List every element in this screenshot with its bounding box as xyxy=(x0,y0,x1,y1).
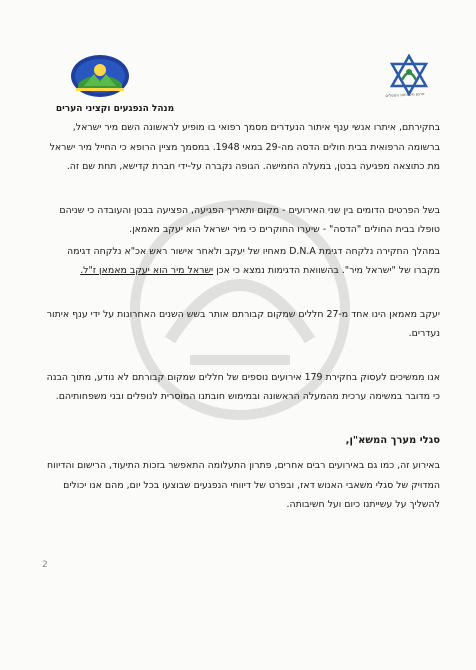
paragraph-dna xyxy=(40,242,440,281)
paragraph-discovery: בחקירתם, איתרו אנשי ענף איתור הנעדרים מסמך רפואי בו מופיע לראשונה השם מיר ישראל, ברשומה הרפואית בבית חולים הדסה מה-29 במאי 1948. במסמך מציין הרופא כי החייל מיר ישראל מת כתוצאה מפגיעה בבטן, במעלה החמישה. הגופה נקברה על-ידי חברת קדישא, תחת שם זה. xyxy=(49,122,440,172)
paragraph-closing: באירוע זה, כמו גם באירועים רבים אחרים, פתרון התעלומה התאפשר בזכות התיעוד, הרישום והדיווח המדויק של סגלי משאבי האנוש דאז, ובפרט של דיווחי הנפגעים שבוצעו בכל יום, מהם אנו יכולים להשליך על עשייתנו כיום ועל חשיבותה. xyxy=(47,460,440,510)
paragraph-ongoing: אנו ממשיכים לעסוק בחקירת 179 אירועים נוספים של חללים שמקום קבורתם לא נודע, מתוך הבנה כי מדובר במשימה ערכית מהמעלה הראשונה ובמימוש חובתנו המוסרית לנופלים ובני משפחותיהם. xyxy=(46,371,440,402)
paragraph-statistic: יעקב מאמאן הינו אחד מ-27 חללים שמקום קבורתם אותר בשש השנים האחרונות על ידי ענף איתור נעדרים. xyxy=(46,308,440,339)
page-number: 2 xyxy=(42,560,48,570)
paragraph-hypothesis: בשל הפרטים הדומים בין שני האירועים - מקום ותאריך הפגיעה, הפציעה בבטן והעובדה כי שניהם טופלו בבית החולים "הדסה" - שיערו החוקרים כי מיר ישראל הוא יעקב מאמאן. xyxy=(59,204,440,235)
identification-conclusion: ישראל מיר הוא יעקב מאמאן ז"ל. xyxy=(80,265,214,276)
dna-text: במהלך החקירה נלקחה דגימת D.N.A מאחיו של יעקב ולאחר אישור ראש אכ"א נלקחה דגימה מקברו של "ישראל מיר". בהשוואת הדגימות נמצא כי אכן xyxy=(66,245,440,276)
left-logo-caption: מנהל הנפגעים וקציני הערים xyxy=(55,104,175,114)
section-heading: סגלי מערך המשא"ן, xyxy=(345,434,440,446)
casualties-directorate-logo xyxy=(70,54,130,98)
letter-body xyxy=(40,118,440,539)
right-logo-caption: ארגון משפחות הנופלים xyxy=(385,90,425,99)
